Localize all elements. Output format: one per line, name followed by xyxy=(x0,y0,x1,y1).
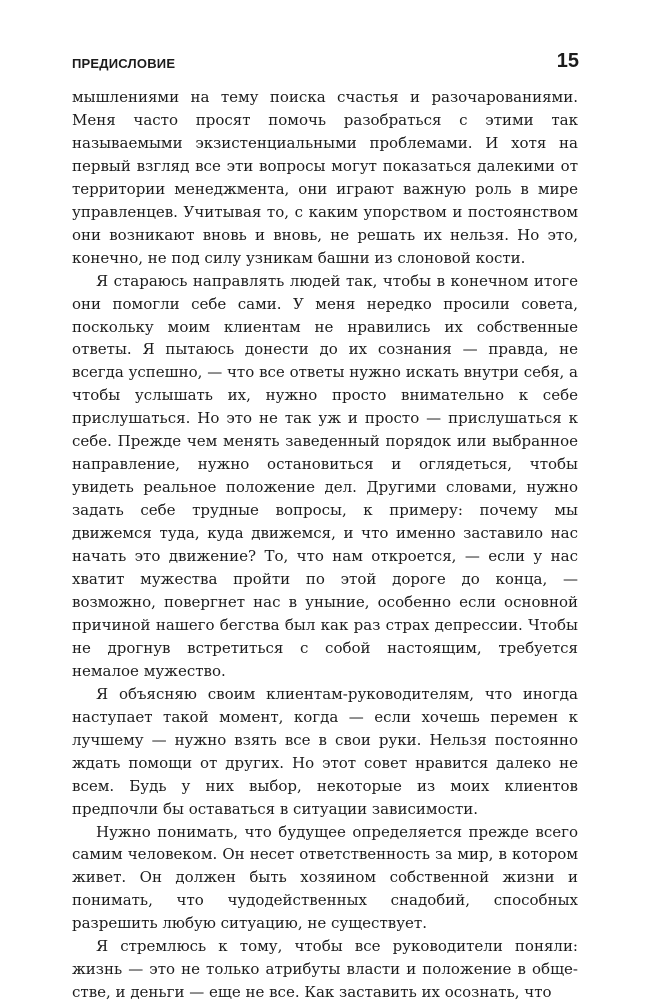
running-head: ПРЕДИСЛОВИЕ xyxy=(72,56,176,71)
paragraph: Я стараюсь направлять людей так, чтобы в конечном итоге они помогли себе сами. У меня нередко просили совета, поскольку моим клиентам не нравились их собственные ответы. Я пытаюсь донести до их сознания — правда, не всегда успешно, — что все ответы нужно искать внутри себя, а чтобы услышать их, нужно просто внимательно к себе прислушаться. Но это не так уж и просто — прислушаться к себе. Прежде чем менять заведенный порядок или выбранное направление, нужно остановиться и оглядеться, чтобы увидеть реальное положение дел. Другими словами, нужно задать себе трудные вопросы, к примеру: почему мы движемся туда, куда движемся, и что именно заставило нас начать это движение? То, что нам откроется, — если у нас хватит мужества пройти по этой дороге до конца, — возможно, повергнет нас в уныние, особенно если основной причиной нашего бегства был как раз страх депрессии. Чтобы не дрогнув встретиться с собой настоящим, требуется немалое мужество. xyxy=(72,271,578,680)
paragraph: Нужно понимать, что будущее определяется прежде всего самим человеком. Он несет ответственность за мир, в котором живет. Он должен быть хозяином собственной жизни и понимать, что чудодейственных снадобий, способных разрешить любую ситуацию, не существует. xyxy=(72,822,578,933)
body-text xyxy=(72,86,578,1004)
paragraph-continuation: мышлениями на тему поиска счастья и разочарованиями. Меня часто просят помочь разобраться с этими так называемыми экзистенциальными проблемами. И хотя на первый взгляд все эти вопросы могут показаться далекими от территории менеджмента, они играют важную роль в мире управленцев. Учитывая то, с каким упорством и постоянством они возникают вновь и вновь, не решать их нельзя. Но это, конечно, не под силу узникам башни из слоновой кости. xyxy=(72,88,578,267)
page-number: 15 xyxy=(556,50,579,72)
paragraph: Я объясняю своим клиентам-руководителям, что иногда наступает такой момент, когда — если хочешь перемен к лучшему — нужно взять все в свои руки. Нельзя постоянно ждать помощи от других. Но этот совет нравится далеко не всем. Будь у них выбор, некоторые из моих клиентов предпочли бы оставаться в ситуации зависимости. xyxy=(72,684,578,818)
paragraph: Я стремлюсь к тому, чтобы все руководители поняли: жизнь — это не только атрибуты власти и положение в обществе, и деньги — еще не все. Как заставить их осознать, что xyxy=(72,937,578,1002)
